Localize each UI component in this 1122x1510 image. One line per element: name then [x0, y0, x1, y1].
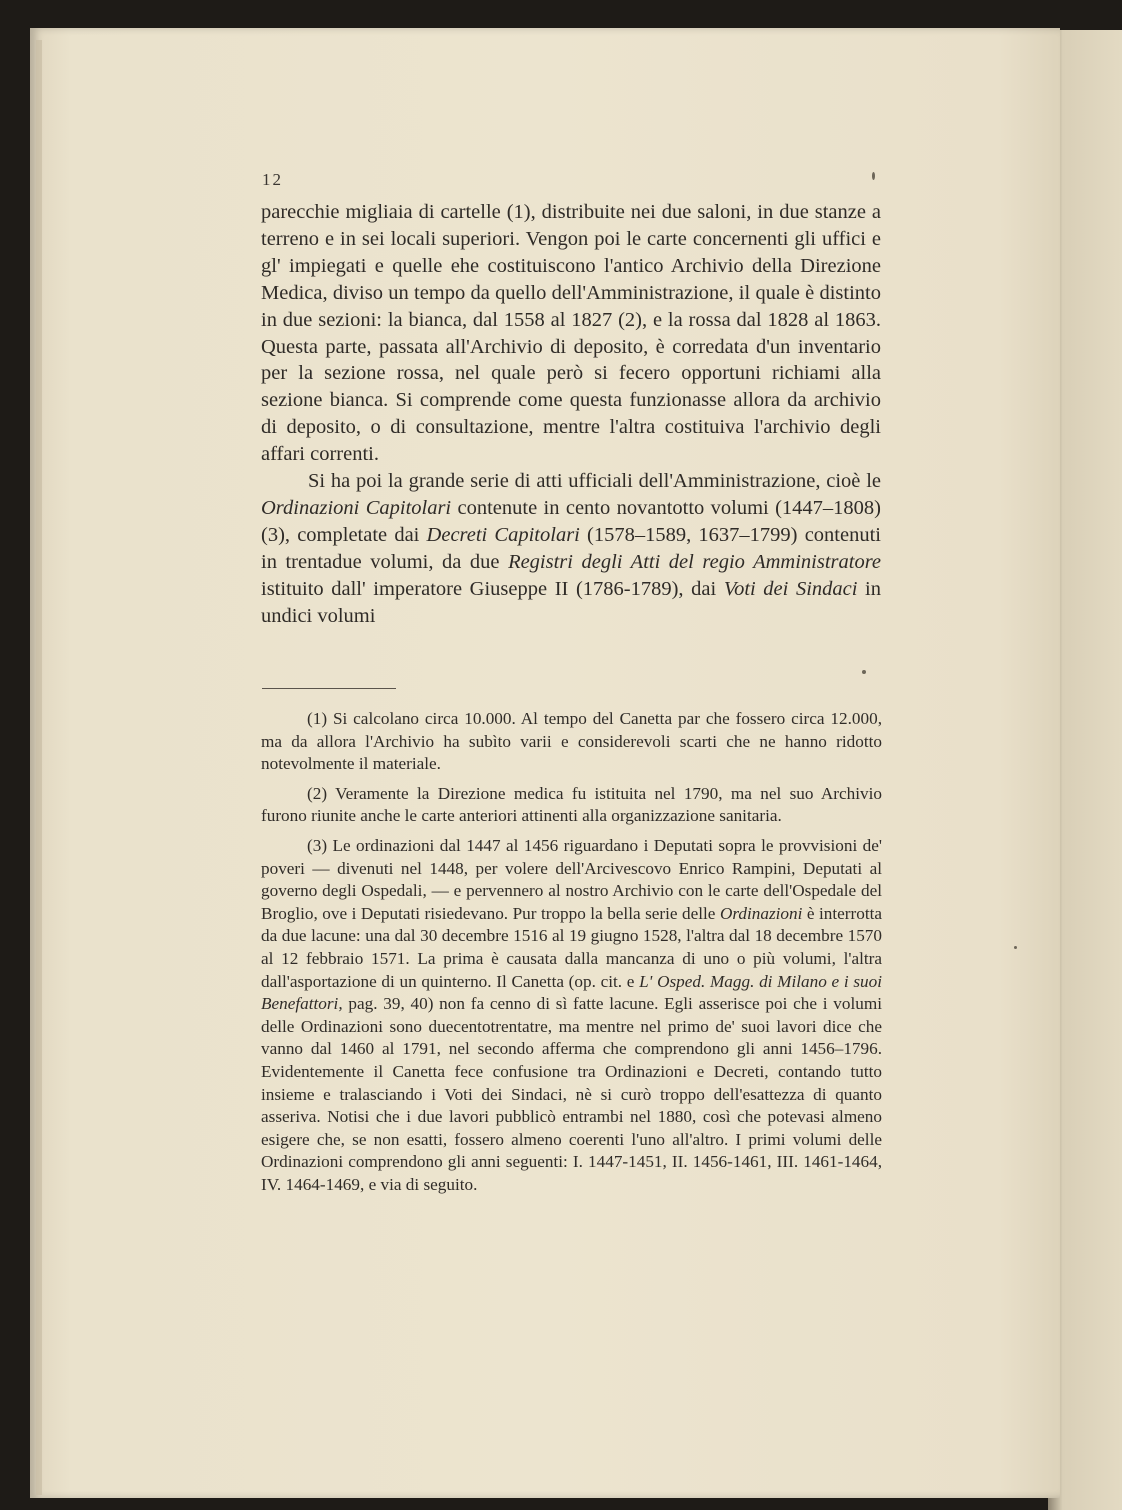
- footnotes: [261, 708, 882, 1203]
- main-text: [261, 199, 881, 630]
- footnote-3: (3) Le ordinazioni dal 1447 al 1456 riguardano i Deputati sopra le provvisioni de' poveri — divenuti nel 1448, per volere dell'Arcivescovo Enrico Rampini, Deputati al governo degli Ospedali, — e pervennero al nostro Archivio con le carte dell'Ospedale del Broglio, ove i Deputati risiedevano. Pur troppo la bella serie delle Ordinazioni è interrotta da due lacune: una dal 30 decembre 1516 al 19 giugno 1528, l'altra dal 18 decembre 1570 al 12 febbraio 1571. La prima è causata dalla mancanza di uno o più volumi, l'altra dall'asportazione di un quinterno. Il Canetta (op. cit. e L' Osped. Magg. di Milano e i suoi Benefattori, pag. 39, 40) non fa cenno di sì fatte lacune. Egli asserisce poi che i volumi delle Ordinazioni sono duecentotrentatre, ma mentre nel primo de' suoi lavori dice che vanno dal 1460 al 1791, nel secondo afferma che comprendono gli anni 1456–1796. Evidentemente il Canetta fece confusione tra Ordinazioni e Decreti, contando tutto insieme e tralasciando i Voti dei Sindaci, nè si curò troppo dell'esattezza di quanto asseriva. Notisi che i due lavori pubblicò entrambi nel 1880, così che potevasi almeno esigere che, se non esatti, fossero almeno coerenti l'uno all'altro. I primi volumi delle Ordinazioni comprendono gli anni seguenti: I. 1447-1451, II. 1456-1461, III. 1461-1464, IV. 1464-1469, e via di seguito.: [261, 835, 882, 1194]
- paragraph-1: parecchie migliaia di cartelle (1), distribuite nei due saloni, in due stanze a terreno e in sei locali superiori. Vengon poi le carte concernenti gli uffici e gl' impiegati e quelle ehe costituiscono l'antico Archivio della Direzione Medica, diviso un tempo da quello dell'Amministrazione, il quale è distinto in due sezioni: la bianca, dal 1558 al 1827 (2), e la rossa dal 1828 al 1863. Questa parte, passata all'Archivio di deposito, è corredata d'un inventario per la sezione rossa, nel quale però si fecero opportuni richiami alla sezione bianca. Si comprende come questa funzionasse allora da archivio di deposito, o di consultazione, mentre l'altra costituiva l'archivio degli affari correnti.: [261, 201, 881, 466]
- page-number: 12: [262, 170, 283, 189]
- page-gutter-edge: [36, 40, 42, 1495]
- footnote-separator: [262, 688, 396, 689]
- paper-speck: [872, 172, 875, 180]
- paper-speck: [862, 670, 866, 674]
- footnote-1: (1) Si calcolano circa 10.000. Al tempo del Canetta par che fossero circa 12.000, ma da allora l'Archivio ha subìto varii e considerevoli scarti che ne hanno ridotto notevolmente il materiale.: [261, 709, 882, 774]
- paragraph-2: Si ha poi la grande serie di atti ufficiali dell'Amministrazione, cioè le Ordinazioni Capitolari contenute in cento novantotto volumi (1447–1808) (3), completate dai Decreti Capitolari (1578–1589, 1637–1799) contenuti in trentadue volumi, da due Registri degli Atti del regio Amministratore istituito dall' imperatore Giuseppe II (1786-1789), dai Voti dei Sindaci in undici volumi: [261, 470, 882, 627]
- footnote-2: (2) Veramente la Direzione medica fu istituita nel 1790, ma nel suo Archivio furono riunite anche le carte anteriori attinenti alla organizzazione sanitaria.: [261, 783, 882, 826]
- paper-speck: [1014, 946, 1017, 949]
